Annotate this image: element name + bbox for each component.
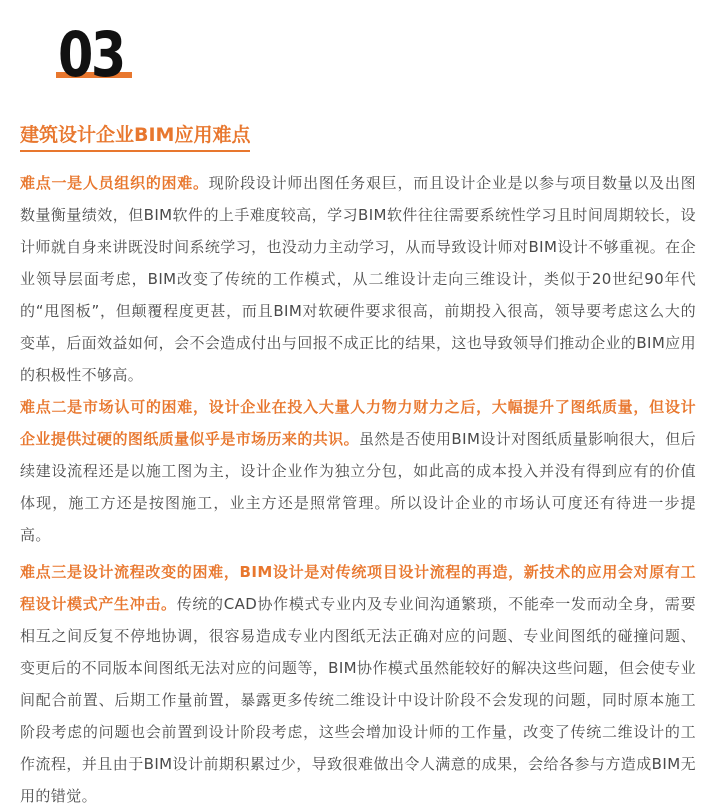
paragraph-body: 传统的CAD协作模式专业内及专业间沟通繁琐，不能牵一发而动全身，需要相互之间反复不停地协调，很容易造成专业内图纸无法正确对应的问题、专业间图纸的碰撞问题、变更后的不同版本间图纸无法对应的问题等，BIM协作模式虽然能较好的解决这些问题，但会使专业间配合前置、后期工作量前置，暴露更多传统二维设计中设计阶段不会发现的问题，同时原本施工阶段考虑的问题也会前置到设计阶段考虑，这些会增加设计师的工作量，改变了传统二维设计的工作流程，并且由于BIM设计前期积累过少，导致很难做出令人满意的成果，会给各参与方造成BIM无用的错觉。	[20, 595, 696, 805]
section-title: 建筑设计企业BIM应用难点	[20, 122, 250, 152]
paragraph-difficulty-2	[20, 391, 696, 551]
section-number-badge	[56, 18, 146, 92]
paragraph-lead: 难点三是设计流程改变的困难，BIM设计是对传统项目设计流程的再造，新技术的应用会对原有工程设计模式产生冲击。	[20, 563, 696, 613]
section-number: 03	[58, 18, 124, 91]
paragraph-body: 虽然是否使用BIM设计对图纸质量影响很大，但后续建设流程还是以施工图为主，设计企业作为独立分包，如此高的成本投入并没有得到应有的价值体现，施工方还是按图施工，业主方还是照常管理。所以设计企业的市场认可度还有待进一步提高。	[20, 430, 696, 544]
paragraph-difficulty-3	[20, 556, 696, 812]
paragraph-lead: 难点一是人员组织的困难。	[20, 174, 209, 192]
paragraph-lead: 难点二是市场认可的困难，设计企业在投入大量人力物力财力之后，大幅提升了图纸质量，但设计企业提供过硬的图纸质量似乎是市场历来的共识。	[20, 398, 696, 448]
paragraph-body: 现阶段设计师出图任务艰巨，而且设计企业是以参与项目数量以及出图数量衡量绩效，但BIM软件的上手难度较高，学习BIM软件往往需要系统性学习且时间周期较长，设计师就自身来讲既没时间系统学习，也没动力主动学习，从而导致设计师对BIM设计不够重视。在企业领导层面考虑，BIM改变了传统的工作模式，从二维设计走向三维设计，类似于20世纪90年代的“甩图板”，但颠覆程度更甚，而且BIM对软硬件要求很高，前期投入很高，领导要考虑这么大的变革，后面效益如何，会不会造成付出与回报不成正比的结果，这也导致领导们推动企业的BIM应用的积极性不够高。	[20, 174, 696, 384]
paragraph-difficulty-1	[20, 167, 696, 391]
